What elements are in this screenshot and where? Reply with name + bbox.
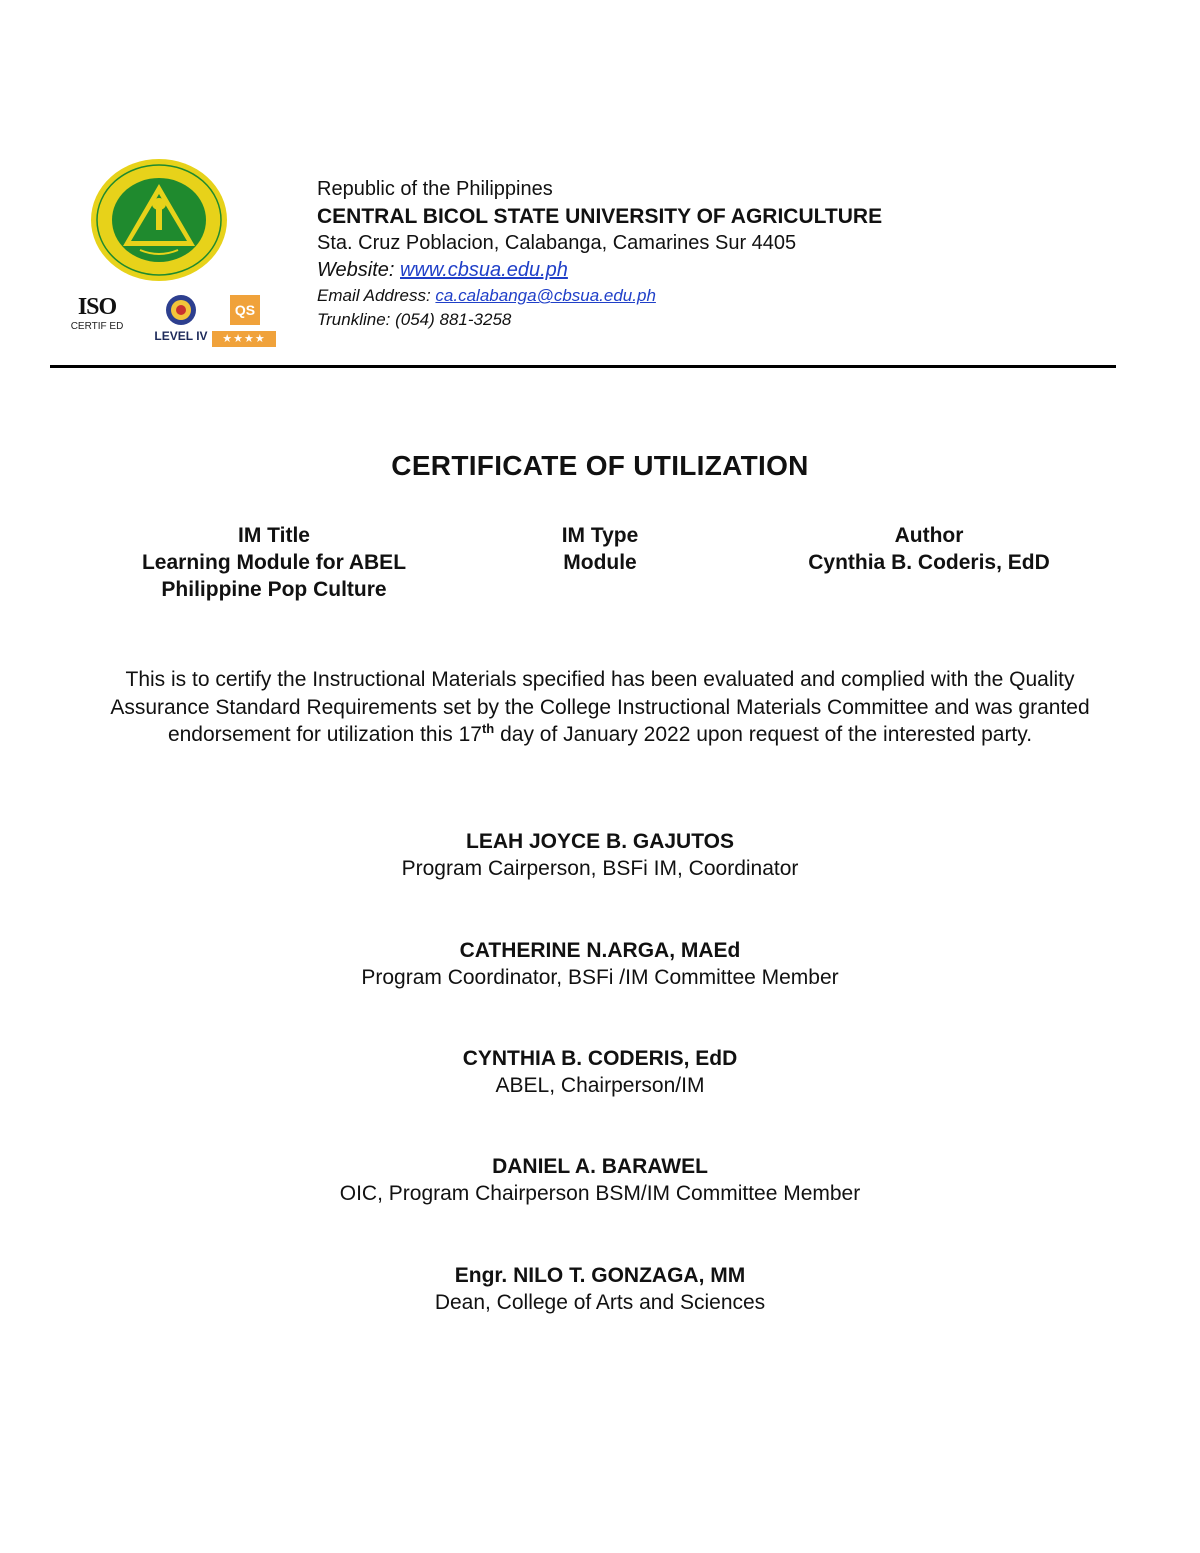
signatory-name: Engr. NILO T. GONZAGA, MM	[454, 1264, 746, 1287]
author-column	[740, 522, 1118, 576]
iso-certified-badge	[64, 293, 130, 332]
website-link[interactable]: www.cbsua.edu.ph	[400, 259, 568, 281]
university-seal-icon	[90, 158, 228, 282]
republic-line: Republic of the Philippines	[317, 178, 553, 200]
certificate-title: CERTIFICATE OF UTILIZATION	[391, 450, 809, 481]
signatory	[0, 1262, 1200, 1316]
signatory-role: ABEL, Chairperson/IM	[495, 1074, 705, 1097]
letterhead	[0, 0, 1200, 380]
im-title-label: IM Title	[238, 524, 310, 547]
accreditation-seal-icon	[146, 293, 216, 327]
signatory-role: Dean, College of Arts and Sciences	[434, 1291, 766, 1314]
website-label: Website:	[317, 259, 400, 281]
level-iv-text: LEVEL IV	[154, 329, 208, 343]
signatory-name: CYNTHIA B. CODERIS, EdD	[462, 1047, 738, 1070]
trunkline: Trunkline: (054) 881-3258	[317, 310, 512, 329]
accreditation-badges	[64, 293, 284, 353]
signatory	[0, 1153, 1200, 1207]
im-title-value-line2: Philippine Pop Culture	[161, 578, 387, 601]
im-type-value: Module	[563, 551, 637, 574]
email-link[interactable]: ca.calabanga@cbsua.edu.ph	[435, 286, 656, 305]
iso-sub: CERTIF ED	[70, 321, 124, 332]
email-line	[317, 284, 1117, 308]
im-title-value-line1: Learning Module for ABEL	[141, 551, 407, 574]
signatory	[0, 1045, 1200, 1099]
signatory	[0, 937, 1200, 991]
signatory-name: LEAH JOYCE B. GAJUTOS	[466, 830, 734, 853]
signatory-role: Program Cairperson, BSFi IM, Coordinator	[401, 857, 799, 880]
signatory-name: DANIEL A. BARAWEL	[492, 1155, 708, 1178]
header-divider	[50, 365, 1116, 368]
iso-word: ISO	[77, 294, 117, 320]
qs-stars: ★★★★	[212, 331, 276, 347]
level-iv-badge	[146, 293, 216, 343]
author-label: Author	[894, 524, 964, 547]
qs-label: QS	[230, 295, 260, 325]
im-type-label: IM Type	[561, 524, 639, 547]
signatory-name: CATHERINE N.ARGA, MAEd	[459, 939, 741, 962]
paragraph-text-before: This is to certify the Instructional Materials specified has been evaluated and complied with the Quality Assurance Standard Requirements set by the College Instructional Materials Committee and was granted endorsement for utilization this 17	[110, 668, 1090, 746]
university-name: CENTRAL BICOL STATE UNIVERSITY OF AGRICULTURE	[317, 205, 883, 228]
certification-paragraph	[100, 666, 1100, 749]
signatory	[0, 828, 1200, 882]
university-contact-block	[317, 176, 1117, 331]
signatory-role: OIC, Program Chairperson BSM/IM Committee Member	[339, 1182, 861, 1205]
paragraph-text-after: day of January 2022 upon request of the interested party.	[494, 723, 1033, 746]
im-title-column	[74, 522, 474, 603]
im-type-column	[480, 522, 720, 576]
university-address: Sta. Cruz Poblacion, Calabanga, Camarines Sur 4405	[317, 232, 797, 254]
ordinal-suffix: th	[481, 721, 495, 736]
signatory-role: Program Coordinator, BSFi /IM Committee Member	[361, 966, 839, 989]
author-value: Cynthia B. Coderis, EdD	[808, 551, 1050, 574]
email-label: Email Address:	[317, 286, 436, 305]
website-line	[317, 257, 1117, 284]
